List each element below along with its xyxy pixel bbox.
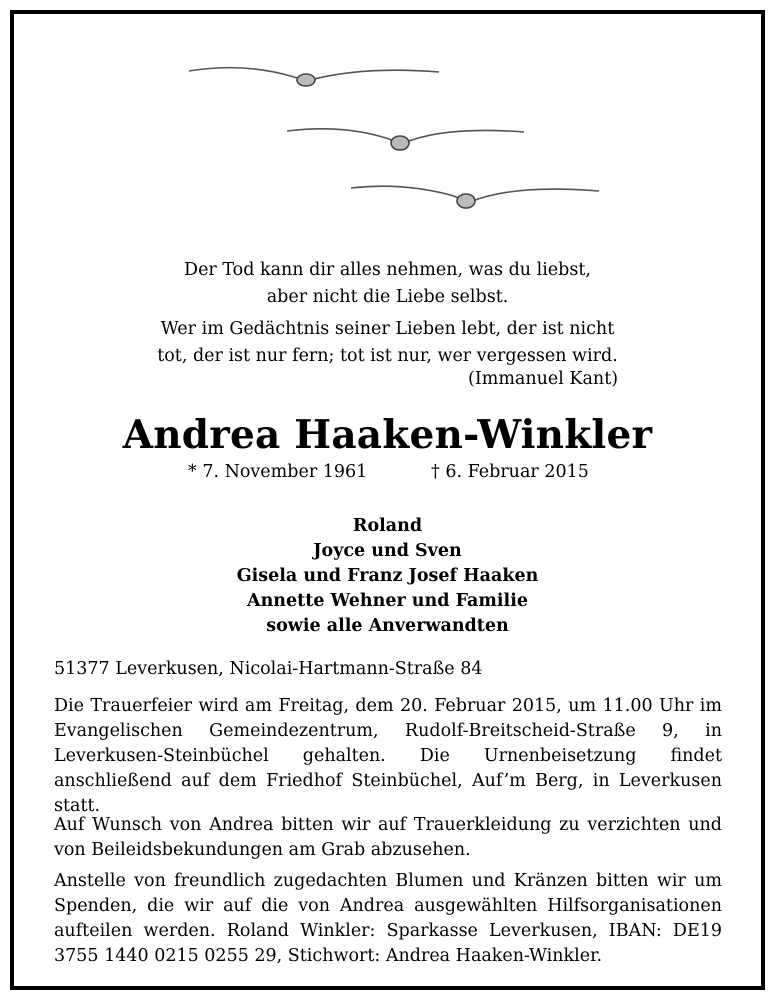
obituary-notice bbox=[10, 10, 765, 990]
bird-3 bbox=[351, 186, 599, 208]
quote-line: Wer im Gedächtnis seiner Lieben lebt, der ist nicht bbox=[160, 319, 615, 339]
quote-author: (Immanuel Kant) bbox=[468, 369, 619, 389]
deceased-name: Andrea Haaken-Winkler bbox=[122, 412, 653, 458]
birth-date: * 7. November 1961 bbox=[188, 462, 368, 482]
mourner: sowie alle Anverwandten bbox=[266, 616, 509, 636]
mourner: Gisela und Franz Josef Haaken bbox=[236, 566, 539, 586]
mourner: Roland bbox=[352, 516, 423, 536]
mourners-list bbox=[14, 514, 761, 639]
birds-illustration bbox=[14, 14, 761, 244]
mourner: Annette Wehner und Familie bbox=[247, 591, 528, 611]
motto-line: aber nicht die Liebe selbst. bbox=[266, 287, 509, 307]
quote-line: tot, der ist nur fern; tot ist nur, wer vergessen wird. bbox=[157, 346, 618, 366]
address: 51377 Leverkusen, Nicolai-Hartmann-Straße 84 bbox=[54, 659, 483, 679]
dress-code-paragraph: Auf Wunsch von Andrea bitten wir auf Trauerkleidung zu verzichten und von Beileidsbekundungen am Grab abzusehen. bbox=[54, 815, 722, 860]
death-date: † 6. Februar 2015 bbox=[431, 462, 589, 482]
mourner: Joyce und Sven bbox=[313, 541, 462, 561]
bird-1 bbox=[189, 68, 439, 86]
motto-verse bbox=[14, 257, 761, 311]
kant-quote bbox=[14, 316, 761, 370]
funeral-info-paragraph: Die Trauerfeier wird am Freitag, dem 20. Februar 2015, um 11.00 Uhr im Evangelischen Gemeindezentrum, Rudolf-Breitscheid-Straße 9, in Leverkusen-Steinbüchel gehalten. Die Urnenbeisetzung findet anschließend auf dem Friedhof Steinbüchel, Auf’m Berg, in Leverkusen statt. bbox=[54, 696, 722, 816]
bird-2 bbox=[287, 129, 524, 150]
donation-paragraph: Anstelle von freundlich zugedachten Blumen und Kränzen bitten wir um Spenden, die wir auf die von Andrea ausgewählten Hilfsorganisationen aufteilen werden. Roland Winkler: Sparkasse Leverkusen, IBAN: DE19 3755 1440 0215 0255 29, Stichwort: Andrea Haaken-Winkler. bbox=[54, 871, 722, 966]
motto-line: Der Tod kann dir alles nehmen, was du liebst, bbox=[184, 260, 591, 280]
